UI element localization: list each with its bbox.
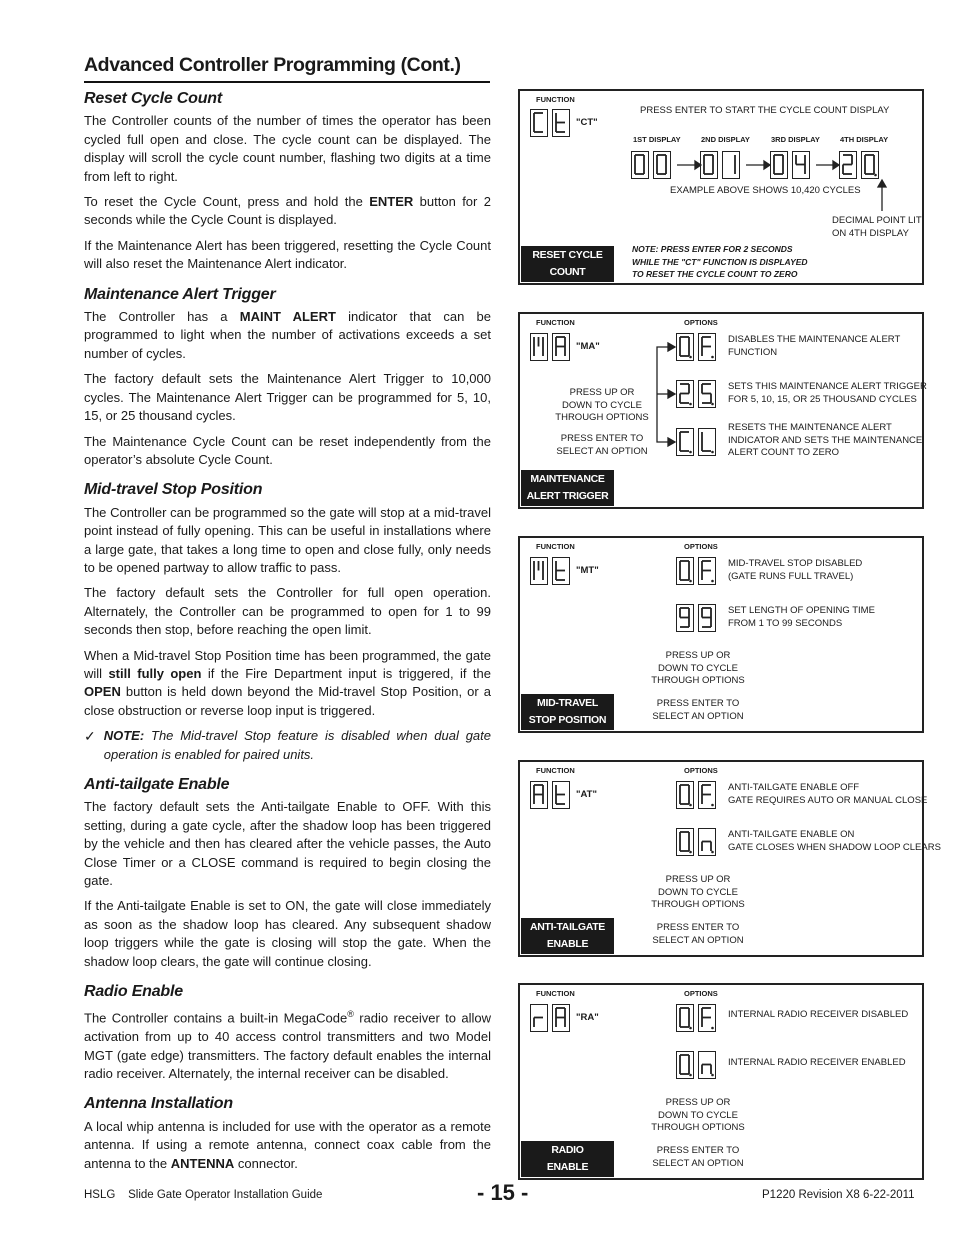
footer-document-name: HSLG Slide Gate Operator Installation Guide — [84, 1189, 323, 1201]
function-label: FUNCTION — [536, 989, 575, 998]
section-reset-cycle-count — [84, 90, 491, 274]
press-up-label: PRESS UP OR DOWN TO CYCLE THROUGH OPTIONS — [651, 1097, 745, 1133]
display-digit — [698, 828, 716, 856]
panel-tag: RADIO ENABLE — [521, 1141, 614, 1177]
option-description: INTERNAL RADIO RECEIVER DISABLED — [728, 1009, 909, 1020]
press-up-label: PRESS UP OR DOWN TO CYCLE THROUGH OPTIONS — [651, 874, 745, 910]
check-icon: ✓ — [84, 728, 96, 745]
display-digit — [698, 557, 716, 585]
options-label: OPTIONS — [684, 766, 718, 775]
decimal-point-label: DECIMAL POINT LIT ON 4TH DISPLAY — [832, 215, 922, 239]
note: ✓ NOTE: The Mid-travel Stop feature is disabled when dual gate operation is enabled for paired units. — [84, 727, 491, 764]
section-heading: Maintenance Alert Trigger — [84, 285, 276, 303]
display-digit — [552, 557, 570, 585]
option-description: DISABLES THE MAINTENANCE ALERT FUNCTION — [728, 334, 901, 358]
display-digit — [530, 557, 548, 585]
display-digit — [676, 828, 694, 856]
panel-tag: MAINTENANCE ALERT TRIGGER — [521, 470, 614, 506]
press-enter-label: PRESS ENTER TO SELECT AN OPTION — [556, 433, 648, 457]
options-label: OPTIONS — [684, 989, 718, 998]
paragraph: The Controller has a MAINT ALERT indicator that can be programmed to light when the number of activations exceeds a set number of cycles. — [84, 309, 491, 361]
section-radio-enable — [84, 983, 491, 1083]
options-label: OPTIONS — [684, 318, 718, 327]
section-anti-tailgate — [84, 776, 491, 971]
option-description: INTERNAL RADIO RECEIVER ENABLED — [728, 1057, 906, 1068]
paragraph: If the Maintenance Alert has been triggered, resetting the Cycle Count will also reset the Maintenance Alert indicator. — [84, 237, 491, 272]
page-title: Advanced Controller Programming (Cont.) — [84, 54, 490, 83]
display-digit — [676, 1051, 694, 1079]
display-digit — [676, 781, 694, 809]
panel-tag: RESET CYCLE COUNT — [521, 246, 614, 282]
section-heading: Reset Cycle Count — [84, 90, 222, 107]
display-digit — [552, 781, 570, 809]
press-up-label: PRESS UP OR DOWN TO CYCLE THROUGH OPTIONS — [651, 650, 745, 686]
press-enter-label: PRESS ENTER TO SELECT AN OPTION — [652, 922, 744, 946]
paragraph: A local whip antenna is included for use with the operator as a remote antenna. If using a remote antenna, connect coax cable from the antenna to the ANTENNA connector. — [84, 1118, 491, 1171]
function-label: FUNCTION — [536, 318, 575, 327]
paragraph: If the Anti-tailgate Enable is set to ON, the gate will close immediately as soon as the shadow loop has cleared. Any subsequent shadow loop triggers while the gate is closing will stop the gate. When the shadow loop clears, the gate will continue closing. — [84, 898, 491, 969]
display-digit — [552, 1004, 570, 1032]
display-digit — [530, 781, 548, 809]
display-digit — [530, 1004, 548, 1032]
paragraph: The Controller contains a built-in MegaCode® radio receiver to allow activation from up to 40 access control transmitters and two Model MGT (gate edge) transmitters. The factory default enables the internal radio receiver. Alternately, the internal receiver can be disabled. — [84, 1009, 491, 1082]
option-description: RESETS THE MAINTENANCE ALERT INDICATOR AND SETS THE MAINTENANCE ALERT COUNT TO ZERO — [728, 422, 923, 458]
display-digit — [698, 1051, 716, 1079]
function-code: "AT" — [576, 789, 597, 800]
press-enter-label: PRESS ENTER TO SELECT AN OPTION — [652, 1145, 744, 1169]
display-label: 1ST DISPLAY — [633, 135, 681, 144]
option-description: ANTI-TAILGATE ENABLE ON GATE CLOSES WHEN SHADOW LOOP CLEARS — [728, 829, 941, 853]
display-digit — [676, 557, 694, 585]
option-description: SET LENGTH OF OPENING TIME FROM 1 TO 99 SECONDS — [728, 605, 875, 629]
options-label: OPTIONS — [684, 542, 718, 551]
display-label: 2ND DISPLAY — [701, 135, 750, 144]
option-description: ANTI-TAILGATE ENABLE OFF GATE REQUIRES AUTO OR MANUAL CLOSE — [728, 782, 928, 806]
paragraph: When a Mid-travel Stop Position time has been programmed, the gate will still fully open if the Fire Department input is triggered, if the OPEN button is held down beyond the Mid-travel Stop Position, or a close obstruction or reverse loop input is triggered. — [84, 647, 491, 718]
paragraph: The Maintenance Cycle Count can be reset independently from the operator’s absolute Cycle Count. — [84, 433, 491, 467]
section-heading: Antenna Installation — [84, 1095, 233, 1113]
display-digit — [698, 781, 716, 809]
panel-tag: MID-TRAVEL STOP POSITION — [521, 694, 614, 730]
panel-reset-cycle-count — [518, 89, 924, 285]
body-text-column — [84, 90, 491, 1185]
function-code: "MT" — [576, 565, 599, 576]
section-heading: Radio Enable — [84, 983, 183, 1001]
paragraph: To reset the Cycle Count, press and hold the ENTER button for 2 seconds while the Cycle Count is displayed. — [84, 194, 491, 228]
function-label: FUNCTION — [536, 542, 575, 551]
section-heading: Anti-tailgate Enable — [84, 776, 230, 793]
panel-radio-enable — [518, 983, 924, 1180]
section-maintenance-alert — [84, 286, 491, 470]
example-label: EXAMPLE ABOVE SHOWS 10,420 CYCLES — [670, 185, 861, 196]
panel-maintenance-alert — [518, 312, 927, 509]
section-antenna — [84, 1095, 491, 1173]
reset-note: NOTE: PRESS ENTER FOR 2 SECONDS WHILE THE "CT" FUNCTION IS DISPLAYED TO RESET THE CYCLE COUNT TO ZERO — [632, 244, 808, 279]
panel-tag: ANTI-TAILGATE ENABLE — [521, 918, 614, 954]
function-label: FUNCTION — [536, 95, 575, 104]
paragraph: The Controller counts of the number of times the operator has been cycled full open and close. The cycle count can be displayed. The display will scroll the cycle count number, flashing two digits at a time from left to right. — [84, 113, 491, 184]
function-code: "CT" — [576, 117, 598, 128]
section-mid-travel — [84, 481, 491, 764]
paragraph: The factory default sets the Anti-tailgate Enable to OFF. With this setting, during a gate cycle, after the shadow loop has been triggered by the vehicle and then has cleared after the vehicle passes, the Auto Close Timer or a CLOSE command is required to begin closing the gate. — [84, 799, 491, 889]
display-digit — [676, 604, 694, 632]
option-description: MID-TRAVEL STOP DISABLED (GATE RUNS FULL TRAVEL) — [728, 558, 863, 582]
page-number: - 15 - — [477, 1180, 529, 1205]
panel-anti-tailgate — [518, 760, 941, 957]
function-code: "RA" — [576, 1012, 599, 1023]
press-enter-label: PRESS ENTER TO SELECT AN OPTION — [652, 698, 744, 722]
press-up-label: PRESS UP OR DOWN TO CYCLE THROUGH OPTIONS — [555, 387, 649, 423]
function-label: FUNCTION — [536, 766, 575, 775]
option-description: SETS THIS MAINTENANCE ALERT TRIGGER FOR 5, 10, 15, OR 25 THOUSAND CYCLES — [728, 381, 927, 405]
paragraph: The factory default sets the Maintenance Alert Trigger to 10,000 cycles. The Maintenance Alert Trigger can be programmed for 5, 10, 15, or 25 thousand cycles. — [84, 371, 491, 424]
display-digit — [676, 1004, 694, 1032]
section-heading: Mid-travel Stop Position — [84, 481, 263, 499]
paragraph: The Controller can be programmed so the gate will stop at a mid-travel point instead of fully opening. This can be useful in installations where a large gate, that takes a long time to open and close fully, only needs to be opened partway to allow traffic to pass. — [84, 504, 491, 575]
display-label: 4TH DISPLAY — [840, 135, 889, 144]
function-code: "MA" — [576, 341, 600, 352]
panel-mid-travel — [518, 536, 924, 733]
footer-revision: P1220 Revision X8 6-22-2011 — [762, 1189, 915, 1201]
display-digit — [698, 1004, 716, 1032]
instruction-label: PRESS ENTER TO START THE CYCLE COUNT DISPLAY — [640, 105, 890, 116]
paragraph: The factory default sets the Controller for full open operation. Alternately, the Controller can be programmed to open for 1 to 99 seconds then stop, before reaching the open limit. — [84, 585, 491, 638]
display-digit — [698, 604, 716, 632]
display-label: 3RD DISPLAY — [771, 135, 820, 144]
